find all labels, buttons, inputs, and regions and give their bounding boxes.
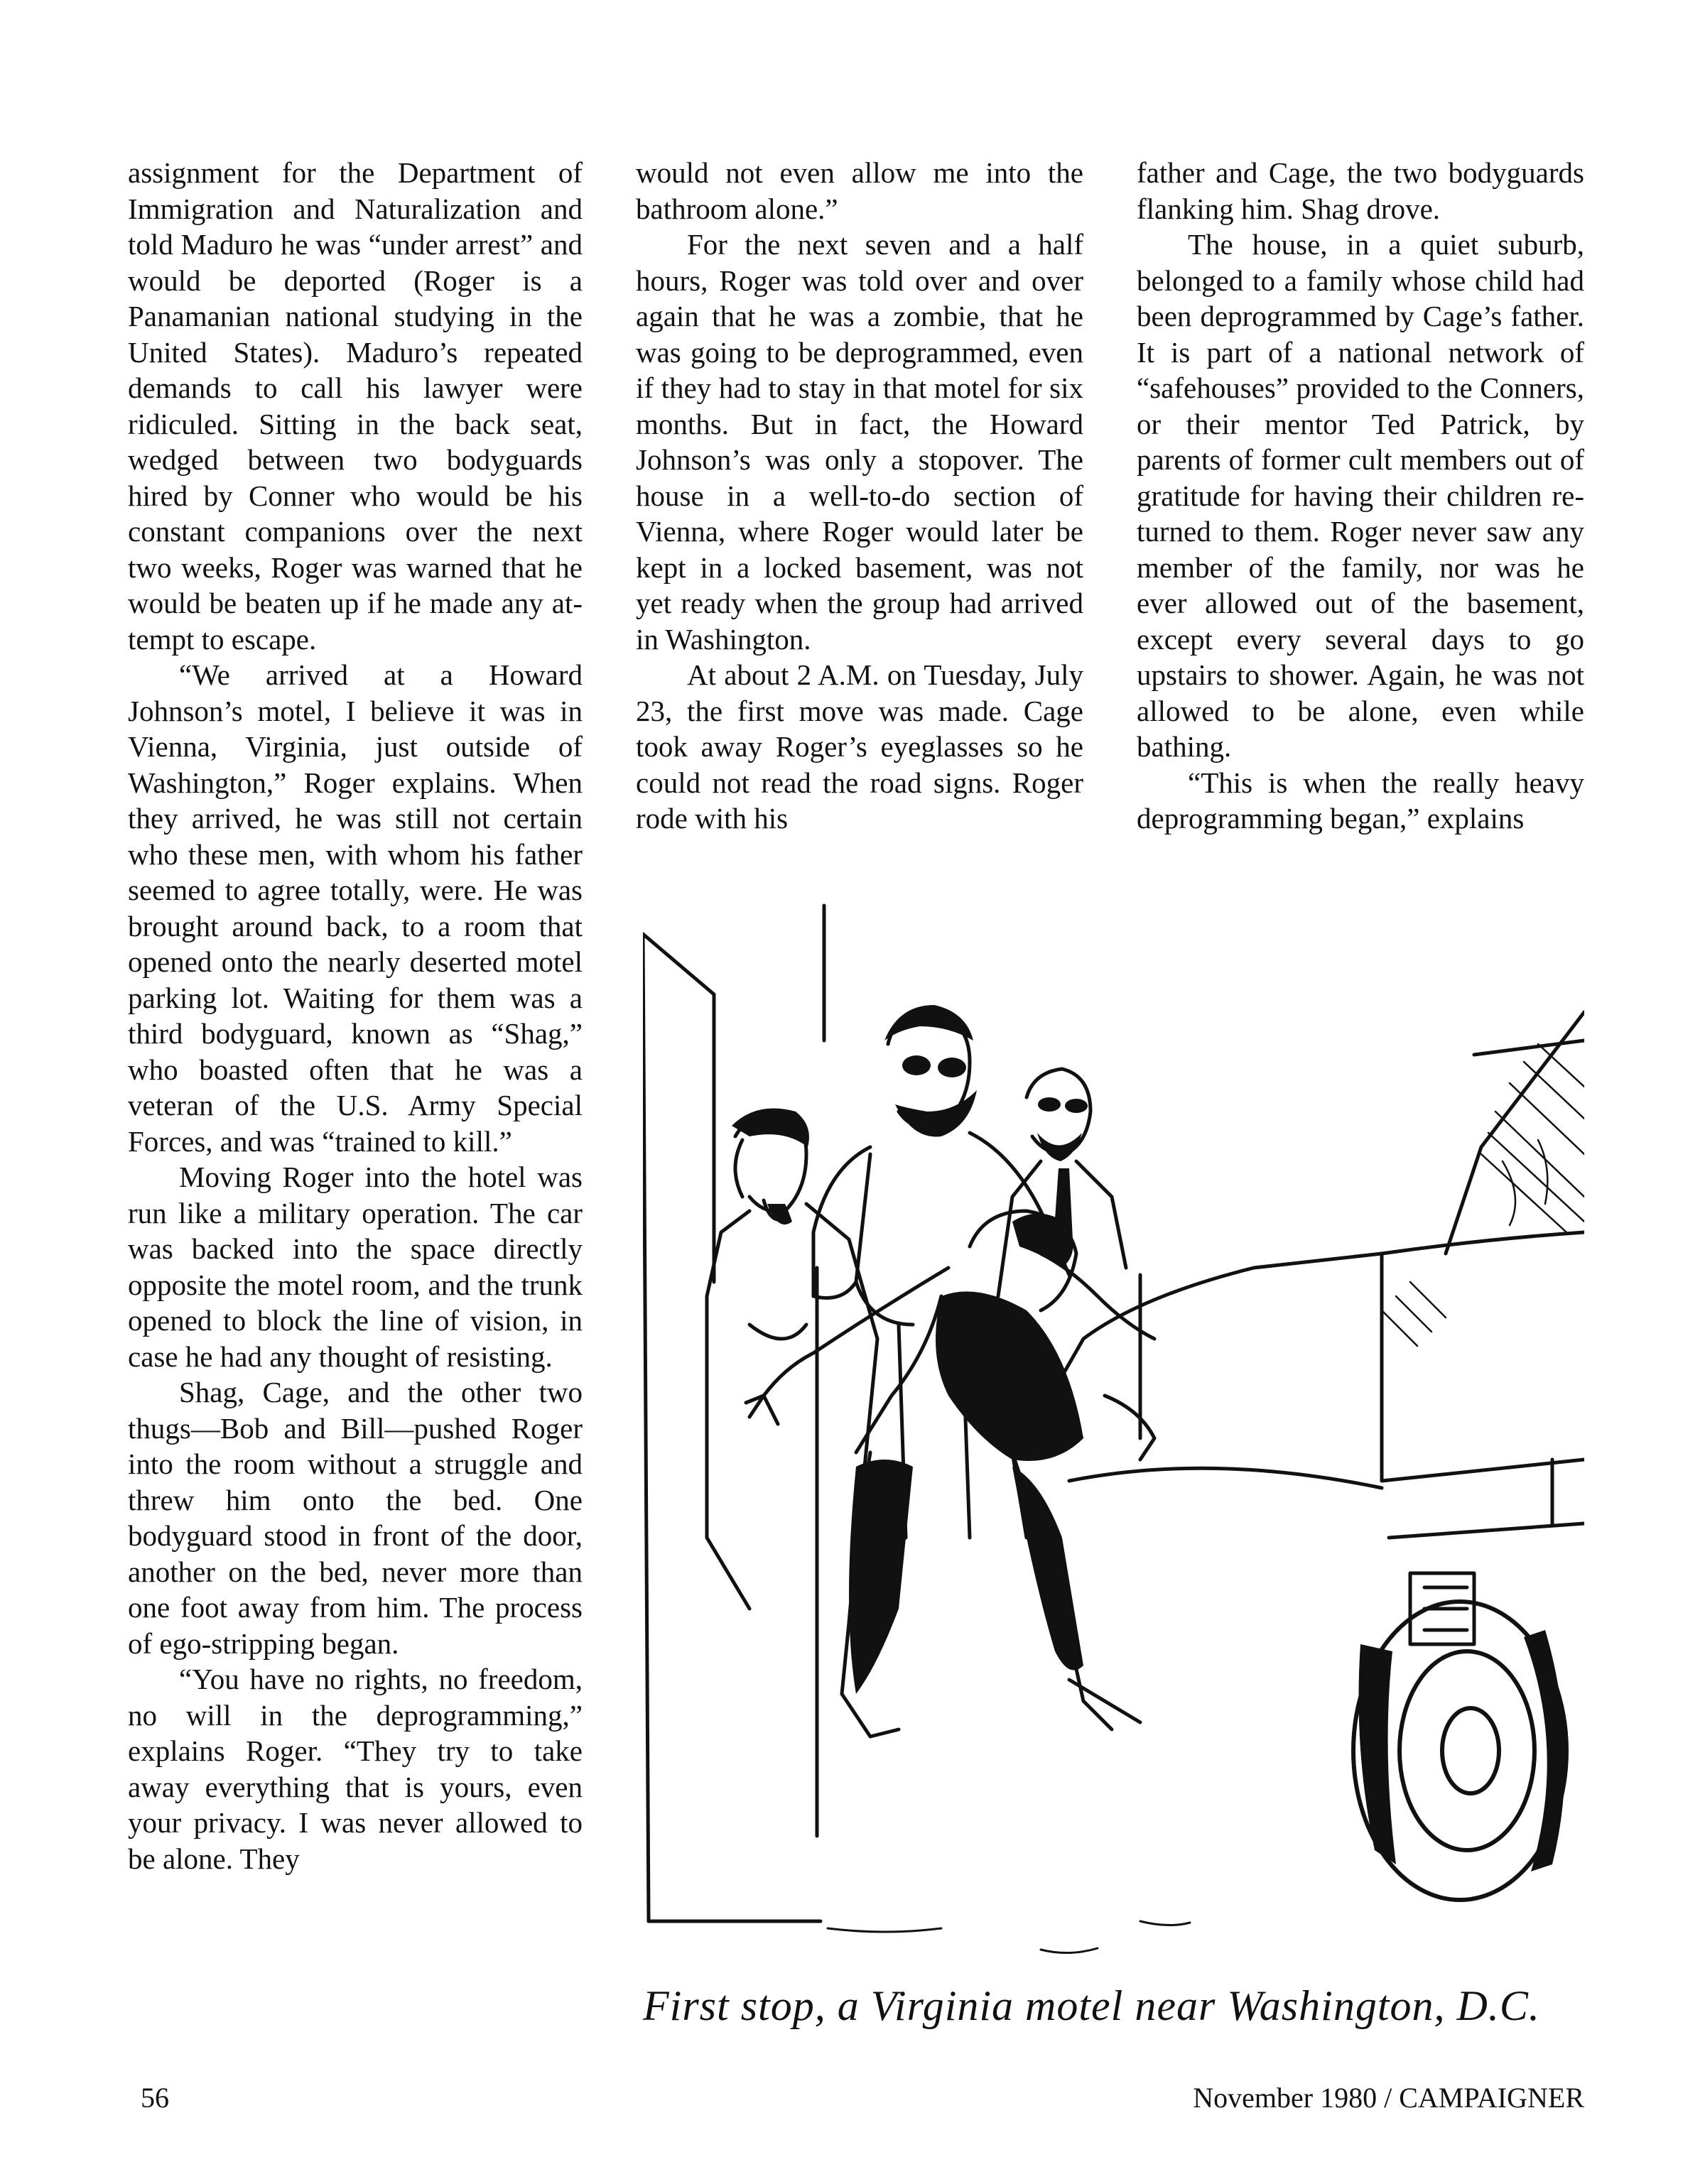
sunglasses	[902, 1055, 966, 1077]
paragraph: “You have no rights, no freedom, no will in the deprogramming,” explains Roger. “They try to take away everything that is yours, even your privacy. I was never allowed to be alone. They	[128, 1663, 583, 1875]
text-column-1	[128, 155, 583, 1876]
paragraph: At about 2 A.M. on Tuesday, July 23, the first move was made. Cage took away Roger’s eyeglasses so he could not read the road signs. Roger rode with his	[636, 658, 1083, 835]
car	[1027, 1012, 1584, 1722]
text-column-2	[636, 155, 1083, 837]
motel-illustration	[643, 898, 1584, 1985]
paragraph: assignment for the Department of Immigration and Naturalization and told Maduro he was “under arrest” and would be deported (Roger is a Panamanian national studying in the United States). Maduro’s repeated demands to call his lawyer were ridiculed. Sitting in the back seat, wedged between two bodyguards hired by Conner who would be his constant companions over the next two weeks, Roger was warned that he would be beaten up if he made any attempt to escape.	[128, 156, 583, 656]
text-column-3	[1137, 155, 1584, 837]
paragraph: Shag, Cage, and the other two thugs—Bob and Bill—pushed Roger into the room without a struggle and threw him onto the bed. One bodyguard stood in front of the door, another on the bed, never more than one foot away from him. The process of ego-stripping began.	[128, 1376, 583, 1660]
paragraph: “This is when the really heavy deprogramming began,” explains	[1137, 766, 1584, 835]
bent-man	[746, 1211, 1154, 1737]
window-hatching	[1382, 1044, 1584, 1346]
paragraph: “We arrived at a Howard Johnson’s motel, I believe it was in Vienna, Virginia, just outside of Washington,” Roger explains. When they arrived, he was still not certain who these men, with whom his father seemed to agree totally, were. He was brought around back, to a room that opened onto the nearly deserted motel parking lot. Waiting for them was a third bodyguard, known as “Shag,” who boasted often that he was a veteran of the U.S. Army Special Forces, and was “trained to kill.”	[128, 658, 583, 1158]
door-frame	[643, 906, 824, 1921]
paragraph: Moving Roger into the hotel was run like a military operation. The car was backed into the space directly opposite the motel room, and the trunk opened to block the line of vision, in case he had any thought of resisting.	[128, 1161, 583, 1373]
paragraph: would not even allow me into the bathroom alone.”	[636, 156, 1083, 225]
issue-footer: November 1980 / CAMPAIGNER	[1193, 2082, 1584, 2114]
ground-lines	[828, 1921, 1190, 1953]
paragraph: father and Cage, the two bodyguards flanking him. Shag drove.	[1137, 156, 1584, 225]
left-man-hair	[732, 1109, 809, 1225]
page-number: 56	[141, 2082, 169, 2114]
figure-caption: First stop, a Virginia motel near Washington, D.C.	[643, 1982, 1540, 2029]
paragraph: The house, in a quiet suburb, belonged to a family whose child had been deprogrammed by Cage’s father. It is part of a national network of “safehouses” provided to the Conners, or their mentor Ted Patrick, by parents of former cult members out of gratitude for having their children returned to them. Roger never saw any member of the family, nor was he ever allowed out of the basement, except every several days to go upstairs to shower. Again, he was not allowed to be alone, even while bathing.	[1137, 228, 1584, 763]
paragraph: For the next seven and a half hours, Roger was told over and over again that he was a zombie, that he was going to be deprogrammed, even if they had to stay in that motel for six months. But in fact, the Howard Johnson’s was only a stopover. The house in a well-to-do section of Vienna, where Roger would later be kept in a locked basement, was not yet ready when the group had arrived in Washington.	[636, 228, 1083, 656]
